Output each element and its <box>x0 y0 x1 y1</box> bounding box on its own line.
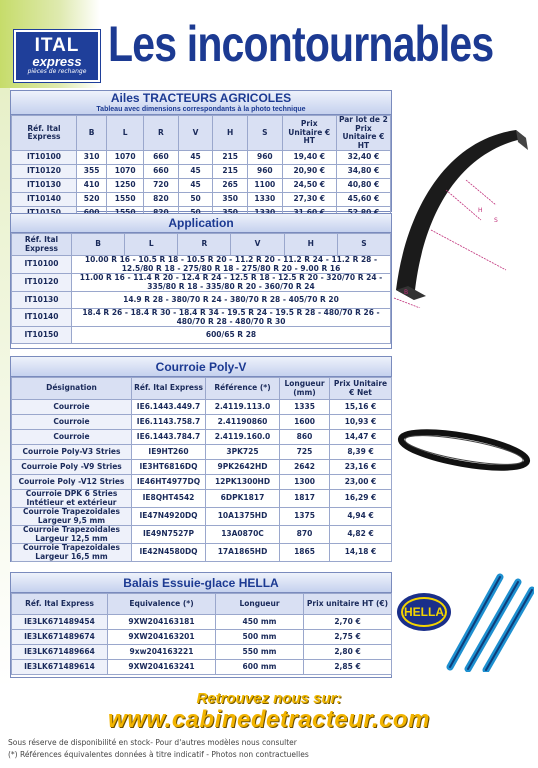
courroie-table-cell: 16,29 € <box>330 490 392 508</box>
ailes-header-cell: Par lot de 2 Prix Unitaire € HT <box>336 116 390 151</box>
courroie-table-row <box>12 415 392 430</box>
ailes-table-cell: 45 <box>178 165 213 179</box>
ailes-title: Ailes TRACTEURS AGRICOLES <box>110 91 292 105</box>
ailes-header-cell: H <box>213 116 248 151</box>
application-table-row <box>12 309 391 327</box>
balais-header-row <box>12 594 392 615</box>
courroie-table-cell: IE46HT4977DQ <box>132 475 206 490</box>
ailes-header-cell: V <box>178 116 213 151</box>
courroie-table-cell: 4,94 € <box>330 508 392 526</box>
balais-table-cell: 2,80 € <box>304 645 392 660</box>
ailes-header-cell: Prix Unitaire € HT <box>282 116 336 151</box>
application-header-cell: L <box>125 234 178 256</box>
svg-text:S: S <box>494 217 498 224</box>
balais-header-cell: Réf. Ital Express <box>12 594 108 615</box>
ailes-table-cell: 215 <box>213 151 248 165</box>
application-header-cell: Réf. Ital Express <box>12 234 72 256</box>
ital-express-logo <box>14 30 100 82</box>
balais-table-cell: 9XW204163241 <box>108 660 216 675</box>
balais-section <box>10 572 392 678</box>
ailes-table-row <box>12 179 391 193</box>
ailes-table-cell: 660 <box>144 165 179 179</box>
courroie-table-cell: 17A1865HD <box>206 544 280 562</box>
ailes-header-cell: Réf. Ital Express <box>12 116 77 151</box>
courroie-table-cell: 2.41190860 <box>206 415 280 430</box>
website-link[interactable]: www.cabinedetracteur.com <box>108 706 430 733</box>
courroie-table-row <box>12 400 392 415</box>
ailes-table-cell: 410 <box>76 179 106 193</box>
balais-table-cell: 2,85 € <box>304 660 392 675</box>
courroie-table-cell: Courroie <box>12 400 132 415</box>
courroie-header-cell: Référence (*) <box>206 378 280 400</box>
application-header-cell: H <box>284 234 337 256</box>
courroie-table-cell: 14,47 € <box>330 430 392 445</box>
logo-line1: ITAL <box>34 35 80 56</box>
courroie-table-cell: Courroie Trapezoidales Largeur 16,5 mm <box>12 544 132 562</box>
balais-table-cell: IE3LK671489454 <box>12 615 108 630</box>
courroie-table-row <box>12 430 392 445</box>
balais-header-cell: Longueur <box>216 594 304 615</box>
courroie-table-cell: 3PK725 <box>206 445 280 460</box>
courroie-header-cell: Longueur (mm) <box>280 378 330 400</box>
ailes-table-cell: 32,40 € <box>336 151 390 165</box>
balais-table-cell: IE3LK671489674 <box>12 630 108 645</box>
courroie-table-cell: 6DPK1817 <box>206 490 280 508</box>
application-header-row <box>12 234 391 256</box>
balais-table-row <box>12 645 392 660</box>
courroie-table-cell: Courroie DPK 6 Stries Intétieur et extérieur <box>12 490 132 508</box>
ailes-header-cell: L <box>107 116 144 151</box>
ailes-table-cell: IT10120 <box>12 165 77 179</box>
ailes-header-cell: B <box>76 116 106 151</box>
application-table-cell: IT10140 <box>12 309 72 327</box>
application-title: Application <box>11 214 391 233</box>
courroie-table-row <box>12 490 392 508</box>
ailes-header-cell: S <box>248 116 283 151</box>
courroie-table-cell: 1300 <box>280 475 330 490</box>
ailes-subtitle: Tableau avec dimensions correspondants à la photo technique <box>96 106 306 113</box>
ailes-table-cell: 20,90 € <box>282 165 336 179</box>
courroie-table-cell: 23,16 € <box>330 460 392 475</box>
courroie-table-cell: 1335 <box>280 400 330 415</box>
ailes-header-row <box>12 116 391 151</box>
courroie-table-cell: 1600 <box>280 415 330 430</box>
balais-table-cell: 600 mm <box>216 660 304 675</box>
fender-illustration <box>386 120 534 308</box>
courroie-table-cell: 8,39 € <box>330 445 392 460</box>
courroie-table-cell: 870 <box>280 526 330 544</box>
application-table-cell: IT10150 <box>12 327 72 344</box>
courroie-table-cell: IE6.1443.784.7 <box>132 430 206 445</box>
courroie-table-cell: 725 <box>280 445 330 460</box>
ailes-table-row <box>12 193 391 207</box>
courroie-table-row <box>12 445 392 460</box>
courroie-header-cell: Réf. Ital Express <box>132 378 206 400</box>
courroie-table-cell: IE42N4580DQ <box>132 544 206 562</box>
courroie-table-cell: Courroie <box>12 415 132 430</box>
courroie-header-row <box>12 378 392 400</box>
courroie-table-row <box>12 508 392 526</box>
courroie-table-cell: 2642 <box>280 460 330 475</box>
balais-table-cell: 2,70 € <box>304 615 392 630</box>
ailes-table-cell: 50 <box>178 193 213 207</box>
ailes-table-cell: 1550 <box>107 193 144 207</box>
courroie-table-cell: Courroie Trapezoidales Largeur 9,5 mm <box>12 508 132 526</box>
courroie-table-cell: 860 <box>280 430 330 445</box>
svg-text:H: H <box>478 207 483 214</box>
courroie-header-cell: Désignation <box>12 378 132 400</box>
application-table-cell: 14.9 R 28 - 380/70 R 24 - 380/70 R 28 - 405/70 R 20 <box>72 292 391 309</box>
application-table-cell: IT10130 <box>12 292 72 309</box>
balais-table-cell: 500 mm <box>216 630 304 645</box>
logo-tagline: pièces de rechange <box>27 68 87 75</box>
application-table-row <box>12 292 391 309</box>
courroie-table-cell: 2.4119.160.0 <box>206 430 280 445</box>
ailes-table-cell: 24,50 € <box>282 179 336 193</box>
balais-table-cell: 450 mm <box>216 615 304 630</box>
courroie-table-cell: IE3HT6816DQ <box>132 460 206 475</box>
courroie-table-cell: IE8QHT4542 <box>132 490 206 508</box>
courroie-table-cell: IE47N4920DQ <box>132 508 206 526</box>
page-title: Les incontournables <box>108 16 494 72</box>
ailes-table-cell: 45 <box>178 179 213 193</box>
ailes-table-cell: 19,40 € <box>282 151 336 165</box>
logo-line2: express <box>32 54 82 69</box>
ailes-table-cell: 1070 <box>107 165 144 179</box>
courroie-table-cell: Courroie Poly -V12 Stries <box>12 475 132 490</box>
courroie-table-cell: 9PK2642HD <box>206 460 280 475</box>
courroie-table-cell: Courroie Poly-V3 Stries <box>12 445 132 460</box>
ailes-table-cell: 960 <box>248 165 283 179</box>
ailes-table-cell: 34,80 € <box>336 165 390 179</box>
application-section <box>10 213 392 349</box>
retrouvez-text: Retrouvez nous sur: <box>196 690 342 707</box>
ailes-table-cell: 1330 <box>248 193 283 207</box>
ailes-table-cell: 45,60 € <box>336 193 390 207</box>
balais-table-row <box>12 615 392 630</box>
ailes-table-cell: 27,30 € <box>282 193 336 207</box>
courroie-table-cell: IE9HT260 <box>132 445 206 460</box>
courroie-table-cell: 12PK1300HD <box>206 475 280 490</box>
application-table-cell: IT10120 <box>12 274 72 292</box>
courroie-table-cell: Courroie Trapezoidales Largeur 12,5 mm <box>12 526 132 544</box>
ailes-table-cell: IT10100 <box>12 151 77 165</box>
courroie-title: Courroie Poly-V <box>11 357 391 377</box>
ailes-table <box>11 115 391 221</box>
courroie-table-row <box>12 475 392 490</box>
balais-table-cell: IE3LK671489664 <box>12 645 108 660</box>
disclaimer-line1: Sous réserve de disponibilité en stock- Pour d'autres modèles nous consulter <box>8 738 297 747</box>
ailes-table-cell: 355 <box>76 165 106 179</box>
courroie-table-cell: 15,16 € <box>330 400 392 415</box>
ailes-table-cell: 1070 <box>107 151 144 165</box>
courroie-table-cell: Courroie <box>12 430 132 445</box>
application-table-cell: 10.00 R 16 - 10.5 R 18 - 10.5 R 20 - 11.2 R 20 - 11.2 R 24 - 11.2 R 28 - 12.5/80 R 18 - 275/80 R 18 - 275/80 R 20 - 9.00 R 16 <box>72 256 391 274</box>
balais-table-cell: 9XW204163181 <box>108 615 216 630</box>
ailes-table-cell: 820 <box>144 193 179 207</box>
ailes-table-cell: IT10130 <box>12 179 77 193</box>
courroie-table-cell: 23,00 € <box>330 475 392 490</box>
ailes-table-row <box>12 165 391 179</box>
disclaimer-line2: (*) Références équivalentes données à titre indicatif - Photos non contractuelles <box>8 750 309 759</box>
ailes-table-cell: 960 <box>248 151 283 165</box>
courroie-table-cell: IE6.1143.758.7 <box>132 415 206 430</box>
balais-table-cell: 550 mm <box>216 645 304 660</box>
balais-table-cell: IE3LK671489614 <box>12 660 108 675</box>
application-table-cell: 11.00 R 16 - 11.4 R 20 - 12.4 R 24 - 12.5 R 18 - 12.5 R 20 - 320/70 R 24 - 335/80 R 18 - 335/80 R 20 - 360/70 R 24 <box>72 274 391 292</box>
balais-table-cell: 9XW204163201 <box>108 630 216 645</box>
side-gradient <box>0 88 10 688</box>
courroie-table-cell: 10A1375HD <box>206 508 280 526</box>
courroie-table-cell: 13A0870C <box>206 526 280 544</box>
balais-table-row <box>12 630 392 645</box>
application-table-row <box>12 256 391 274</box>
ailes-table-cell: 215 <box>213 165 248 179</box>
balais-table <box>11 593 392 675</box>
application-table-row <box>12 327 391 344</box>
balais-table-row <box>12 660 392 675</box>
courroie-table-cell: Courroie Poly -V9 Stries <box>12 460 132 475</box>
courroie-header-cell: Prix Unitaire € Net <box>330 378 392 400</box>
ailes-table-cell: 720 <box>144 179 179 193</box>
application-table <box>11 233 391 344</box>
ailes-section <box>10 90 392 212</box>
courroie-table-cell: 2.4119.113.0 <box>206 400 280 415</box>
ailes-header-cell: R <box>144 116 179 151</box>
hella-logo <box>396 592 452 632</box>
application-header-cell: B <box>72 234 125 256</box>
application-header-cell: R <box>178 234 231 256</box>
courroie-table-cell: 1375 <box>280 508 330 526</box>
application-table-cell: 18.4 R 26 - 18.4 R 30 - 18.4 R 34 - 19.5 R 24 - 19.5 R 28 - 480/70 R 26 - 480/70 R 28 - 480/70 R 30 <box>72 309 391 327</box>
ailes-table-cell: 660 <box>144 151 179 165</box>
balais-table-cell: 9xw204163221 <box>108 645 216 660</box>
courroie-table <box>11 377 392 562</box>
application-table-cell: IT10100 <box>12 256 72 274</box>
ailes-table-cell: 45 <box>178 151 213 165</box>
courroie-table-cell: 4,82 € <box>330 526 392 544</box>
ailes-table-cell: 1100 <box>248 179 283 193</box>
courroie-table-cell: 10,93 € <box>330 415 392 430</box>
ailes-table-cell: 1250 <box>107 179 144 193</box>
ailes-table-cell: IT10140 <box>12 193 77 207</box>
courroie-table-cell: IE6.1443.449.7 <box>132 400 206 415</box>
ailes-table-cell: 40,80 € <box>336 179 390 193</box>
balais-header-cell: Prix unitaire HT (€) <box>304 594 392 615</box>
balais-header-cell: Equivalence (*) <box>108 594 216 615</box>
ailes-title-bar <box>11 91 391 115</box>
belt-illustration <box>394 420 534 490</box>
courroie-table-row <box>12 544 392 562</box>
courroie-table-row <box>12 460 392 475</box>
ailes-table-row <box>12 151 391 165</box>
courroie-table-cell: 1817 <box>280 490 330 508</box>
courroie-table-cell: 1865 <box>280 544 330 562</box>
application-table-row <box>12 274 391 292</box>
svg-text:B: B <box>404 289 409 296</box>
ailes-table-cell: 310 <box>76 151 106 165</box>
courroie-table-cell: IE49N7527P <box>132 526 206 544</box>
courroie-table-row <box>12 526 392 544</box>
hella-logo-text: HELLA <box>404 605 444 619</box>
application-table-cell: 600/65 R 28 <box>72 327 391 344</box>
courroie-table-cell: 14,18 € <box>330 544 392 562</box>
ailes-table-cell: 520 <box>76 193 106 207</box>
balais-table-cell: 2,75 € <box>304 630 392 645</box>
ailes-table-cell: 265 <box>213 179 248 193</box>
courroie-section <box>10 356 392 562</box>
ailes-table-cell: 350 <box>213 193 248 207</box>
application-header-cell: S <box>337 234 390 256</box>
application-header-cell: V <box>231 234 284 256</box>
balais-title: Balais Essuie-glace HELLA <box>11 573 391 593</box>
